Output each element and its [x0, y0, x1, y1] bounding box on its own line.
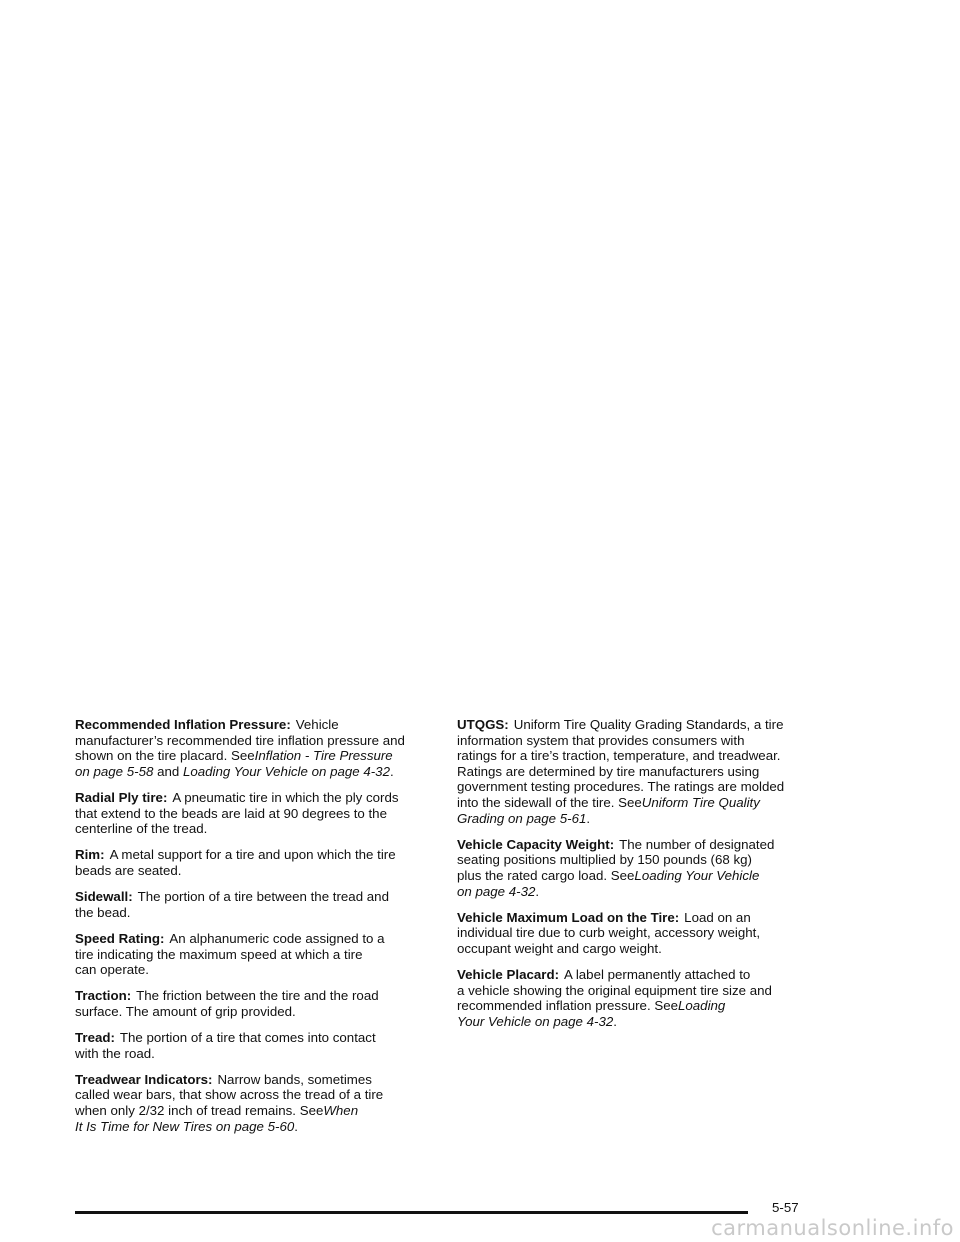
definition-text: Uniform Tire Quality Grading Standards, a tire — [513, 717, 784, 732]
glossary-entry — [457, 910, 823, 957]
definition-text: tire indicating the maximum speed at which a tire — [75, 946, 363, 962]
definition-text: the bead. — [75, 904, 131, 920]
definition-text: shown on the tire placard. See — [75, 748, 255, 764]
glossary-entry — [75, 1030, 441, 1061]
page-reference: Your Vehicle on page 4-32 — [457, 1013, 614, 1029]
footer-rule — [75, 1211, 748, 1214]
glossary-term: Traction: — [75, 988, 132, 1004]
glossary-entry — [457, 837, 823, 899]
glossary-entry — [75, 1072, 441, 1134]
page-reference: Loading Your Vehicle on page 4-32 — [182, 763, 390, 779]
definition-text: surface. The amount of grip provided. — [75, 1003, 296, 1019]
glossary-term: Rim: — [75, 847, 105, 863]
glossary-column-left — [75, 717, 441, 1145]
definition-text: Narrow bands, sometimes — [217, 1071, 372, 1087]
page-reference: on page 4-32 — [457, 883, 536, 899]
definition-text: can operate. — [75, 962, 149, 978]
glossary-entry — [75, 717, 441, 779]
page-reference: Inflation - Tire Pressure — [254, 748, 393, 764]
definition-text: government testing procedures. The ratings are molded — [457, 779, 785, 795]
definition-text: Ratings are determined by tire manufacturers using — [457, 763, 760, 779]
glossary-term: Recommended Inflation Pressure: — [75, 717, 291, 732]
glossary-column-right — [457, 717, 823, 1040]
definition-text: seating positions multiplied by 150 pounds (68 kg) — [457, 852, 752, 868]
definition-text: A pneumatic tire in which the ply cords — [172, 789, 399, 805]
definition-text: The number of designated — [619, 836, 775, 852]
glossary-term: Vehicle Capacity Weight: — [457, 836, 615, 852]
definition-text: ratings for a tire’s traction, temperature, and treadwear. — [457, 748, 781, 764]
glossary-entry — [75, 847, 441, 878]
definition-text: A metal support for a tire and upon which the tire — [109, 847, 396, 863]
definition-text: plus the rated cargo load. See — [457, 867, 635, 883]
definition-text: . — [613, 1013, 617, 1029]
page-reference: It Is Time for New Tires on page 5-60 — [75, 1118, 295, 1134]
definition-text: and — [153, 763, 183, 779]
page-reference: Grading on page 5-61 — [457, 810, 587, 826]
definition-text: manufacturer’s recommended tire inflation pressure and — [75, 732, 405, 748]
definition-text: The friction between the tire and the road — [136, 988, 379, 1004]
glossary-entry — [457, 717, 823, 826]
definition-text: . — [535, 883, 540, 899]
page-reference: on page 5-58 — [75, 763, 154, 779]
glossary-term: Tread: — [75, 1030, 115, 1046]
definition-text: when only 2/32 inch of tread remains. See — [75, 1103, 324, 1119]
definition-text: The portion of a tire between the tread and — [137, 889, 389, 905]
glossary-entry — [457, 967, 823, 1029]
page-reference: Loading — [678, 998, 726, 1014]
glossary-entry — [75, 931, 441, 978]
glossary-term: Vehicle Maximum Load on the Tire: — [457, 909, 680, 925]
definition-text: . — [294, 1118, 298, 1134]
definition-text: occupant weight and cargo weight. — [457, 940, 662, 956]
definition-text: information system that provides consumers with — [457, 732, 745, 748]
definition-text: a vehicle showing the original equipment tire size and — [457, 982, 772, 998]
glossary-term: Sidewall: — [75, 889, 133, 905]
definition-text: individual tire due to curb weight, accessory weight, — [457, 925, 761, 941]
definition-text: called wear bars, that show across the tread of a tire — [75, 1087, 384, 1103]
definition-text: . — [586, 810, 591, 826]
page-number: 5-57 — [772, 1200, 799, 1215]
definition-text: Vehicle — [295, 717, 339, 732]
watermark: carmanualsonline.info — [711, 1216, 954, 1240]
glossary-term: UTQGS: — [457, 717, 509, 732]
page-reference: When — [323, 1103, 359, 1119]
definition-text: A label permanently attached to — [564, 967, 751, 983]
glossary-term: Vehicle Placard: — [457, 967, 559, 983]
definition-text: beads are seated. — [75, 862, 182, 878]
definition-text: with the road. — [75, 1045, 155, 1061]
glossary-entry — [75, 889, 441, 920]
definition-text: . — [389, 763, 394, 779]
glossary-term: Treadwear Indicators: — [75, 1071, 213, 1087]
glossary-term: Radial Ply tire: — [75, 789, 168, 805]
definition-text: Load on an — [684, 909, 751, 925]
definition-text: centerline of the tread. — [75, 821, 208, 837]
page-reference: Uniform Tire Quality — [641, 794, 760, 810]
glossary-term: Speed Rating: — [75, 930, 165, 946]
definition-text: An alphanumeric code assigned to a — [169, 930, 385, 946]
definition-text: that extend to the beads are laid at 90 degrees to the — [75, 805, 387, 821]
glossary-entry — [75, 790, 441, 837]
glossary-entry — [75, 988, 441, 1019]
page-reference: Loading Your Vehicle — [634, 867, 760, 883]
definition-text: into the sidewall of the tire. See — [457, 794, 642, 810]
definition-text: The portion of a tire that comes into contact — [119, 1030, 376, 1046]
definition-text: recommended inflation pressure. See — [457, 998, 678, 1014]
